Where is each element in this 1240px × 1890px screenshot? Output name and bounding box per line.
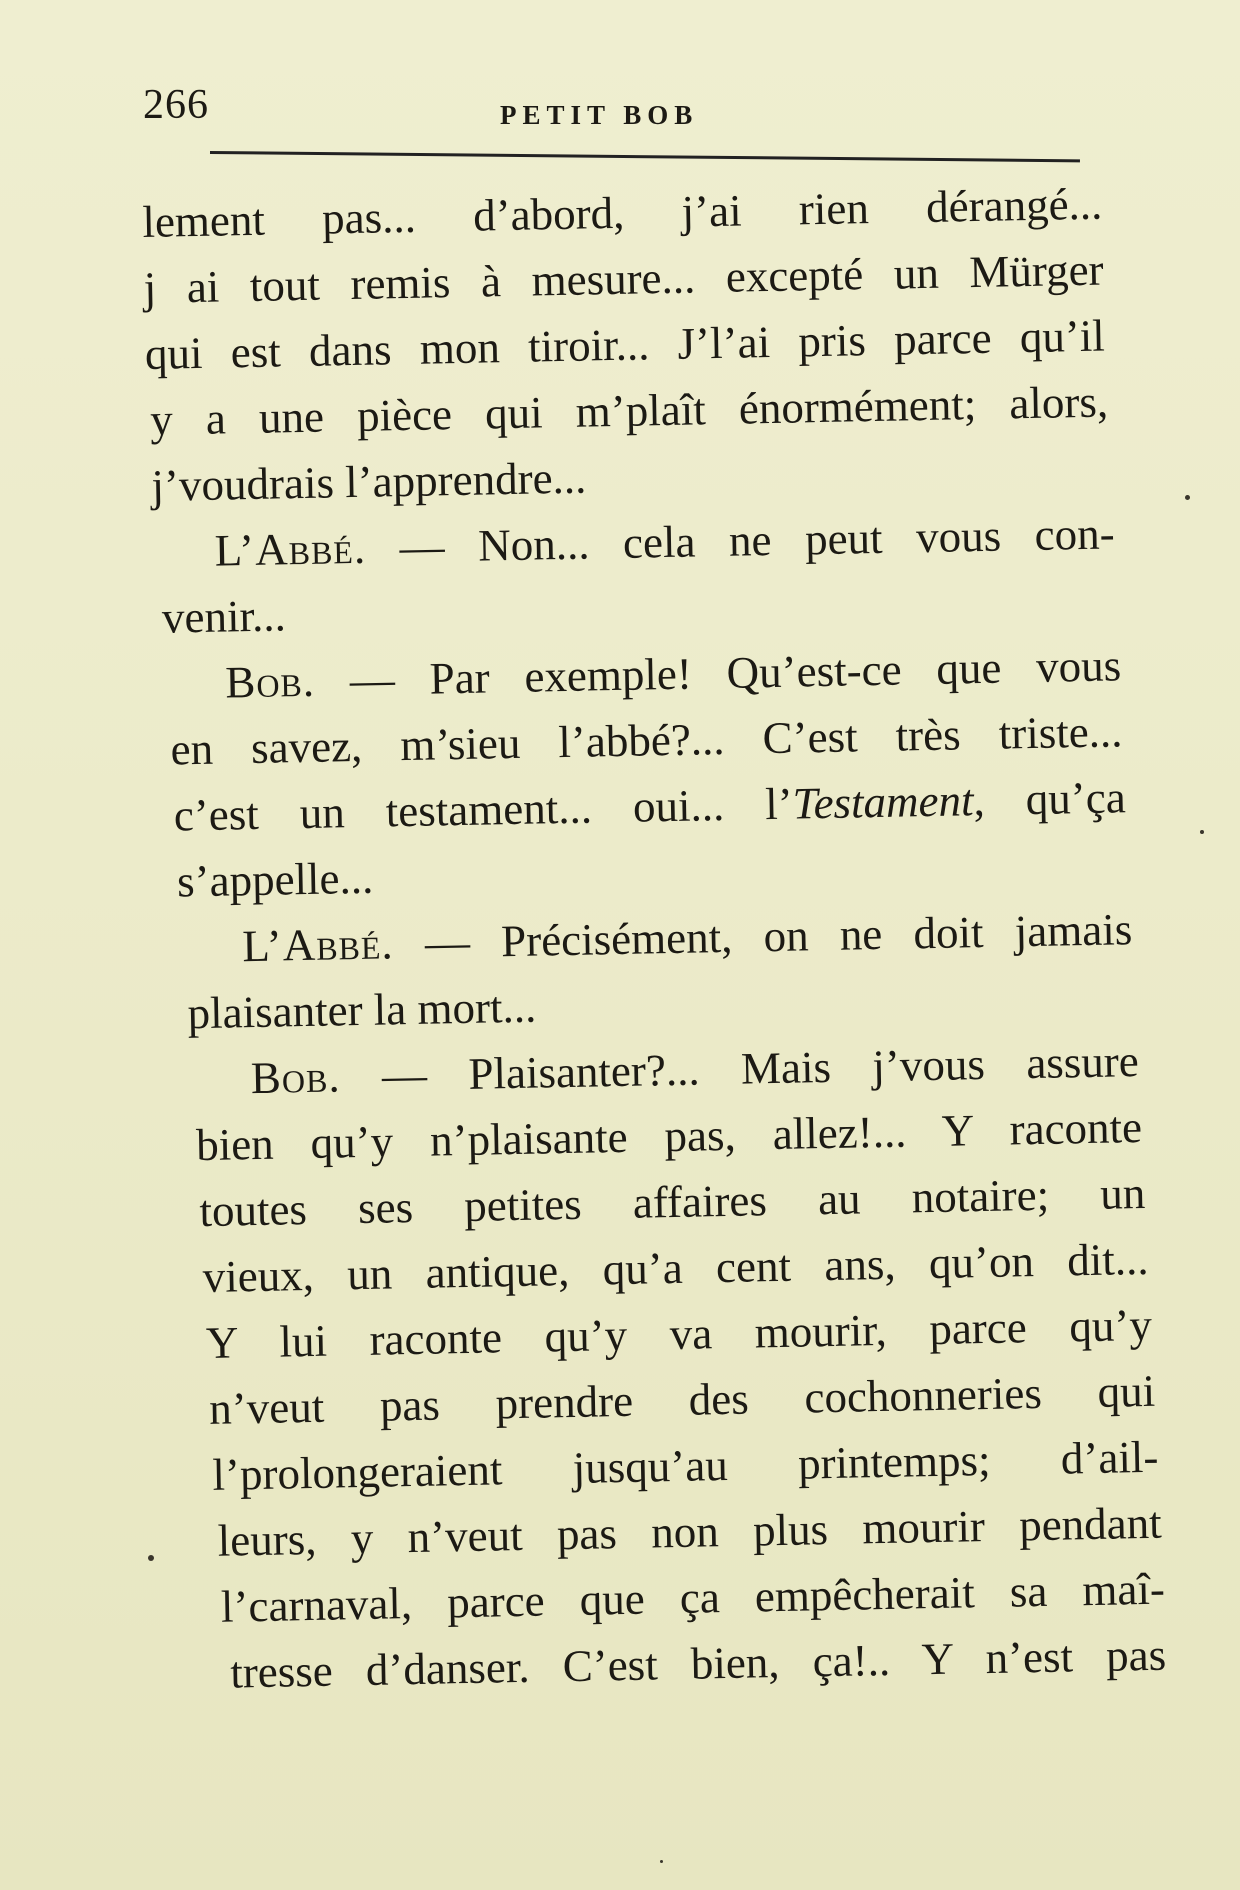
dialogue-line [241, 904, 1133, 984]
line-text: qui est dans mon tiroir... J’l’ai pris parce qu’il [144, 310, 1106, 379]
line-text: — Précisément, on ne doit jamais [424, 904, 1133, 968]
speaker-abbe: L’Abbé. [214, 522, 367, 576]
text-line [173, 772, 1127, 853]
line-text: bien qu’y n’plaisante pas, allez!... Y raconte [195, 1101, 1143, 1171]
text-line [161, 590, 287, 655]
line-text: plaisanter la mort... [187, 981, 537, 1039]
line-text: — Par exemple! Qu’est-ce que vous [349, 640, 1122, 706]
text-line [151, 452, 587, 524]
line-text: — Plaisanter?... Mais j’vous assure [381, 1036, 1140, 1101]
speaker-bob: Bob. [224, 655, 316, 708]
line-text: , qu’ça [972, 772, 1127, 826]
line-text: c’est un testament... oui... l’ [173, 778, 794, 841]
running-title: PETIT BOB [500, 100, 699, 130]
page-number: 266 [143, 82, 209, 128]
ink-speck [660, 1860, 663, 1863]
text-line [149, 376, 1109, 457]
ink-speck [1200, 830, 1204, 834]
line-text: l’carnaval, parce que ça empêcherait sa maî- [220, 1563, 1166, 1632]
ink-speck [1185, 495, 1190, 500]
text-line [229, 1629, 1167, 1711]
line-text: j’voudrais l’apprendre... [151, 452, 587, 511]
speaker-bob: Bob. [250, 1051, 342, 1104]
line-text: l’prolongeraient jusqu’au printemps; d’ail- [212, 1431, 1159, 1500]
body-text [141, 178, 1167, 1698]
line-text: vieux, un antique, qu’a cent ans, qu’on dit... [202, 1233, 1149, 1303]
line-text: j ai tout remis à mesure... excepté un Mürger [143, 244, 1104, 313]
speaker-abbe: L’Abbé. [241, 918, 395, 972]
text-line [176, 852, 374, 920]
header-rule [210, 151, 1080, 162]
italic-title: Testament [792, 775, 974, 829]
ink-speck [148, 1555, 154, 1561]
line-text: leurs, y n’veut pas non plus mourir pendant [217, 1497, 1163, 1566]
line-text: venir... [161, 590, 287, 643]
line-text: tresse d’danser. C’est bien, ça!.. Y n’est pas [229, 1629, 1167, 1698]
line-text: y a une pièce qui m’plaît énormément; alors, [149, 376, 1109, 445]
line-text: — Non... cela ne peut vous con- [399, 508, 1116, 573]
line-text: s’appelle... [176, 852, 374, 907]
line-text: en savez, m’sieu l’abbé?... C’est très triste... [170, 706, 1123, 775]
text-line [187, 981, 537, 1052]
line-text: lement pas... d’abord, j’ai rien dérangé... [141, 178, 1103, 247]
line-text: n’veut pas prendre des cochonneries qui [208, 1365, 1156, 1434]
line-text: toutes ses petites affaires au notaire; un [198, 1167, 1146, 1237]
dialogue-line [214, 508, 1116, 588]
line-text: Y lui raconte qu’y va mourir, parce qu’y [205, 1299, 1153, 1368]
